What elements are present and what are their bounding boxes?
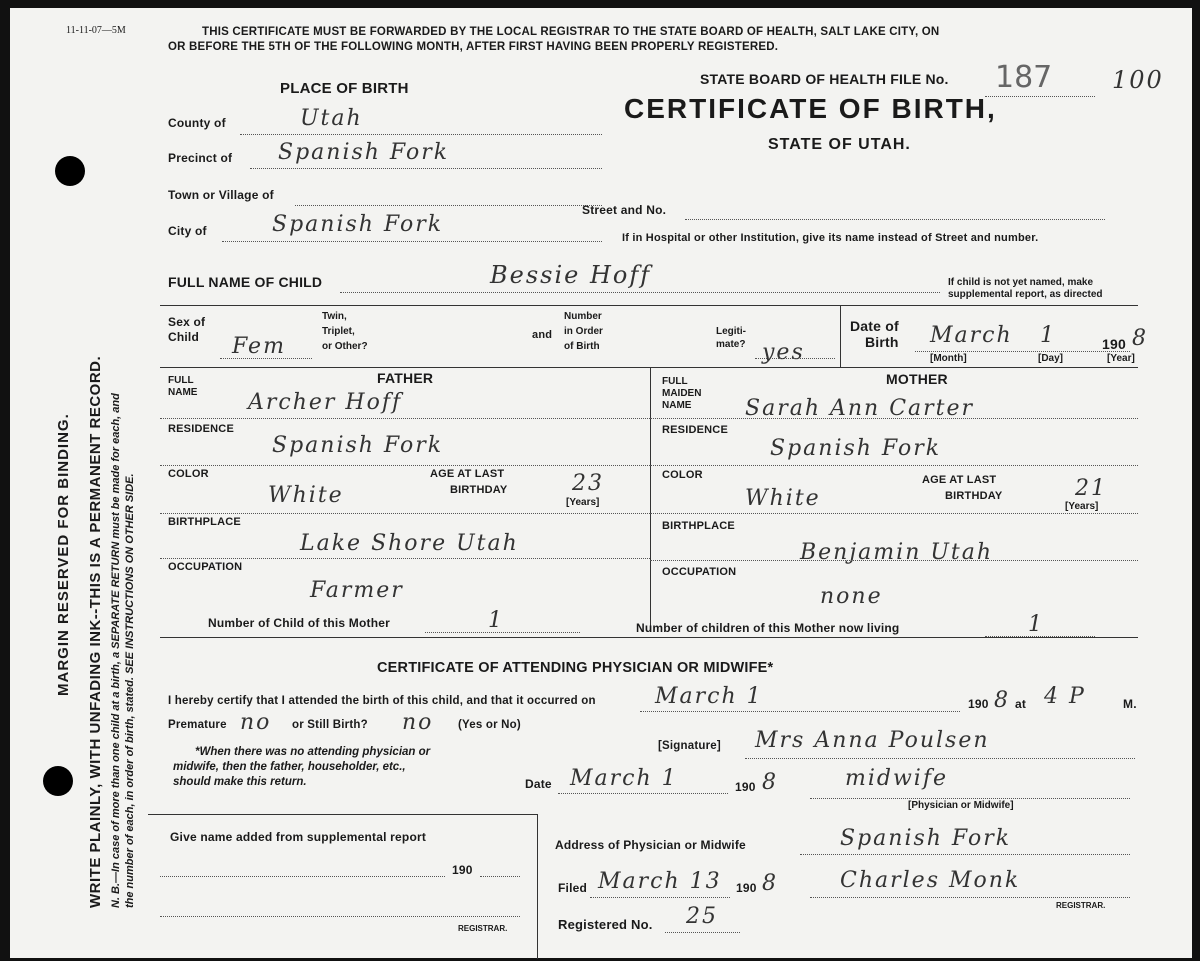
mother-birthplace-label: BIRTHPLACE bbox=[662, 520, 735, 532]
father-age[interactable]: 23 bbox=[572, 471, 604, 496]
dob-year-suffix[interactable]: 8 bbox=[1132, 326, 1148, 351]
num-living-label: Number of children of this Mother now living bbox=[636, 621, 900, 635]
sig-date[interactable]: March 1 bbox=[570, 766, 678, 791]
father-birthplace[interactable]: Lake Shore Utah bbox=[300, 531, 519, 556]
m-label: M. bbox=[1123, 697, 1137, 711]
and-label: and bbox=[532, 329, 553, 341]
supp-registrar: REGISTRAR. bbox=[458, 924, 508, 933]
mother-name-label: NAME bbox=[662, 400, 692, 411]
grid-divider bbox=[650, 367, 651, 629]
num-child-label: Number of Child of this Mother bbox=[208, 616, 390, 630]
city-label: City of bbox=[168, 224, 207, 238]
twin-label-3: or Other? bbox=[322, 341, 368, 352]
margin-reserved-text: MARGIN RESERVED FOR BINDING. bbox=[55, 413, 72, 696]
at-label: at bbox=[1015, 697, 1027, 711]
father-name-label: NAME bbox=[168, 387, 198, 398]
father-occupation-label: OCCUPATION bbox=[168, 561, 243, 573]
father-color-label: COLOR bbox=[168, 468, 209, 480]
child-name-label: FULL NAME OF CHILD bbox=[168, 274, 323, 290]
signature-label: [Signature] bbox=[658, 740, 721, 752]
county-value[interactable]: Utah bbox=[300, 106, 363, 131]
order-label-2: in Order bbox=[564, 326, 603, 337]
note-3: should make this return. bbox=[173, 776, 307, 788]
certificate-title: CERTIFICATE OF BIRTH, bbox=[624, 93, 997, 124]
twin-label-1: Twin, bbox=[322, 311, 347, 322]
nb-text-2: the number of each, in order of birth, stated. SEE INSTRUCTIONS ON OTHER SIDE. bbox=[124, 473, 136, 908]
filed-date[interactable]: March 13 bbox=[598, 869, 722, 894]
father-residence[interactable]: Spanish Fork bbox=[272, 433, 444, 458]
registered-no[interactable]: 25 bbox=[686, 904, 718, 929]
certify-text: I hereby certify that I attended the birth of this child, and that it occurred on bbox=[168, 695, 596, 707]
signature-value[interactable]: Mrs Anna Poulsen bbox=[755, 728, 990, 753]
place-of-birth-heading: PLACE OF BIRTH bbox=[280, 80, 409, 97]
title-written[interactable]: midwife bbox=[845, 766, 949, 791]
twin-label-2: Triplet, bbox=[322, 326, 355, 337]
mother-age-label-2: BIRTHDAY bbox=[945, 490, 1003, 502]
grid-line-2 bbox=[160, 367, 1138, 368]
occurred-year-suffix[interactable]: 8 bbox=[994, 688, 1010, 713]
address-value[interactable]: Spanish Fork bbox=[840, 826, 1012, 851]
father-color[interactable]: White bbox=[268, 483, 344, 508]
order-label-1: Number bbox=[564, 311, 602, 322]
sig-year-suffix[interactable]: 8 bbox=[762, 770, 778, 795]
premature-label: Premature bbox=[168, 719, 227, 731]
mother-age-label-1: AGE AT LAST bbox=[922, 474, 997, 486]
top-notice-2: OR BEFORE THE 5TH OF THE FOLLOWING MONTH, AFTER FIRST HAVING BEEN PROPERLY REGISTERED. bbox=[168, 41, 779, 53]
dob-label-2: Birth bbox=[865, 334, 899, 350]
sex-label-1: Sex of bbox=[168, 315, 206, 329]
month-label: [Month] bbox=[930, 353, 967, 364]
mother-occupation[interactable]: none bbox=[820, 584, 883, 609]
father-occupation[interactable]: Farmer bbox=[310, 578, 404, 603]
punch-hole-top bbox=[55, 156, 85, 186]
top-notice-1: THIS CERTIFICATE MUST BE FORWARDED BY THE LOCAL REGISTRAR TO THE STATE BOARD OF HEALTH, SALT LAKE CITY, ON bbox=[202, 26, 940, 38]
county-label: County of bbox=[168, 116, 226, 130]
dob-month[interactable]: March bbox=[930, 323, 1013, 348]
year-label: [Year] bbox=[1107, 353, 1135, 364]
file-no: 187 bbox=[995, 60, 1053, 95]
mother-color[interactable]: White bbox=[745, 486, 821, 511]
precinct-label: Precinct of bbox=[168, 151, 233, 165]
hospital-note: If in Hospital or other Institution, give its name instead of Street and number. bbox=[622, 232, 1039, 244]
precinct-value[interactable]: Spanish Fork bbox=[278, 140, 450, 165]
mother-maiden-label: MAIDEN bbox=[662, 388, 702, 399]
city-value[interactable]: Spanish Fork bbox=[272, 212, 444, 237]
occurred-month-day[interactable]: March 1 bbox=[655, 684, 763, 709]
dob-label-1: Date of bbox=[850, 318, 899, 334]
note-1: *When there was no attending physician or bbox=[195, 746, 431, 758]
dob-year-prefix: 190 bbox=[1102, 336, 1126, 352]
mother-years-label: [Years] bbox=[1065, 501, 1099, 512]
filed-year-suffix[interactable]: 8 bbox=[762, 871, 778, 896]
physician-header: CERTIFICATE OF ATTENDING PHYSICIAN OR MIDWIFE* bbox=[377, 660, 774, 676]
num-living[interactable]: 1 bbox=[1028, 612, 1044, 637]
mother-occupation-label: OCCUPATION bbox=[662, 566, 737, 578]
grid-line-3 bbox=[160, 637, 1138, 638]
grid-line-1 bbox=[160, 305, 1138, 306]
town-label: Town or Village of bbox=[168, 188, 274, 202]
dob-day[interactable]: 1 bbox=[1040, 323, 1056, 348]
yes-no-label: (Yes or No) bbox=[458, 719, 521, 731]
premature-value[interactable]: no bbox=[240, 710, 272, 735]
legit-value[interactable]: yes bbox=[762, 340, 805, 365]
not-named-note-2: supplemental report, as directed bbox=[948, 289, 1103, 300]
address-label: Address of Physician or Midwife bbox=[555, 838, 746, 852]
filed-label: Filed bbox=[558, 881, 588, 895]
state-label: STATE OF UTAH. bbox=[768, 136, 911, 153]
punch-hole-bottom bbox=[43, 766, 73, 796]
supp-label: Give name added from supplemental report bbox=[170, 830, 427, 844]
birth-certificate bbox=[10, 8, 1192, 958]
not-named-note-1: If child is not yet named, make bbox=[948, 277, 1094, 288]
sex-value[interactable]: Fem bbox=[232, 334, 286, 359]
sex-label-2: Child bbox=[168, 330, 199, 344]
file-no-label: STATE BOARD OF HEALTH FILE No. bbox=[700, 71, 949, 87]
child-name-value[interactable]: Bessie Hoff bbox=[490, 261, 652, 289]
occurred-year-prefix: 190 bbox=[968, 697, 989, 711]
father-birthplace-label: BIRTHPLACE bbox=[168, 516, 241, 528]
filed-registrar: REGISTRAR. bbox=[1056, 901, 1106, 910]
corner-number: 100 bbox=[1112, 66, 1164, 94]
mother-birthplace[interactable]: Benjamin Utah bbox=[800, 540, 994, 565]
father-name[interactable]: Archer Hoff bbox=[248, 390, 403, 415]
father-residence-label: RESIDENCE bbox=[168, 423, 234, 435]
date-label: Date bbox=[525, 777, 552, 791]
nb-text-1: N. B.—In case of more than one child at a birth, a SEPARATE RETURN must be made for each, and bbox=[110, 393, 122, 908]
father-age-label-1: AGE AT LAST bbox=[430, 468, 505, 480]
phys-or-midwife-label: [Physician or Midwife] bbox=[908, 800, 1014, 811]
registrar-name[interactable]: Charles Monk bbox=[840, 868, 1021, 893]
mother-full-label: FULL bbox=[662, 376, 688, 387]
mother-residence-label: RESIDENCE bbox=[662, 424, 728, 436]
num-child[interactable]: 1 bbox=[488, 608, 504, 633]
mother-name[interactable]: Sarah Ann Carter bbox=[745, 396, 975, 421]
mother-age[interactable]: 21 bbox=[1075, 476, 1107, 501]
registered-label: Registered No. bbox=[558, 917, 653, 932]
still-birth-label: or Still Birth? bbox=[292, 719, 368, 731]
occurred-time[interactable]: 4 P bbox=[1044, 684, 1086, 709]
mother-residence[interactable]: Spanish Fork bbox=[770, 436, 942, 461]
legit-label-1: Legiti- bbox=[716, 326, 746, 337]
order-label-3: of Birth bbox=[564, 341, 600, 352]
mother-color-label: COLOR bbox=[662, 469, 703, 481]
day-label: [Day] bbox=[1038, 353, 1064, 364]
father-years-label: [Years] bbox=[566, 497, 600, 508]
supp-year-prefix: 190 bbox=[452, 863, 473, 877]
note-2: midwife, then the father, householder, etc., bbox=[173, 761, 406, 773]
father-header: FATHER bbox=[377, 370, 434, 386]
mother-header: MOTHER bbox=[886, 371, 948, 387]
write-plainly-text: WRITE PLAINLY, WITH UNFADING INK--THIS IS A PERMANENT RECORD. bbox=[87, 355, 104, 908]
street-label: Street and No. bbox=[582, 203, 667, 217]
file-no-line bbox=[985, 96, 1095, 97]
still-birth-value[interactable]: no bbox=[402, 710, 434, 735]
father-full-label: FULL bbox=[168, 375, 194, 386]
form-code: 11-11-07—5M bbox=[66, 25, 126, 36]
father-age-label-2: BIRTHDAY bbox=[450, 484, 508, 496]
sig-year-prefix: 190 bbox=[735, 780, 756, 794]
legit-label-2: mate? bbox=[716, 339, 746, 350]
filed-year-prefix: 190 bbox=[736, 881, 757, 895]
